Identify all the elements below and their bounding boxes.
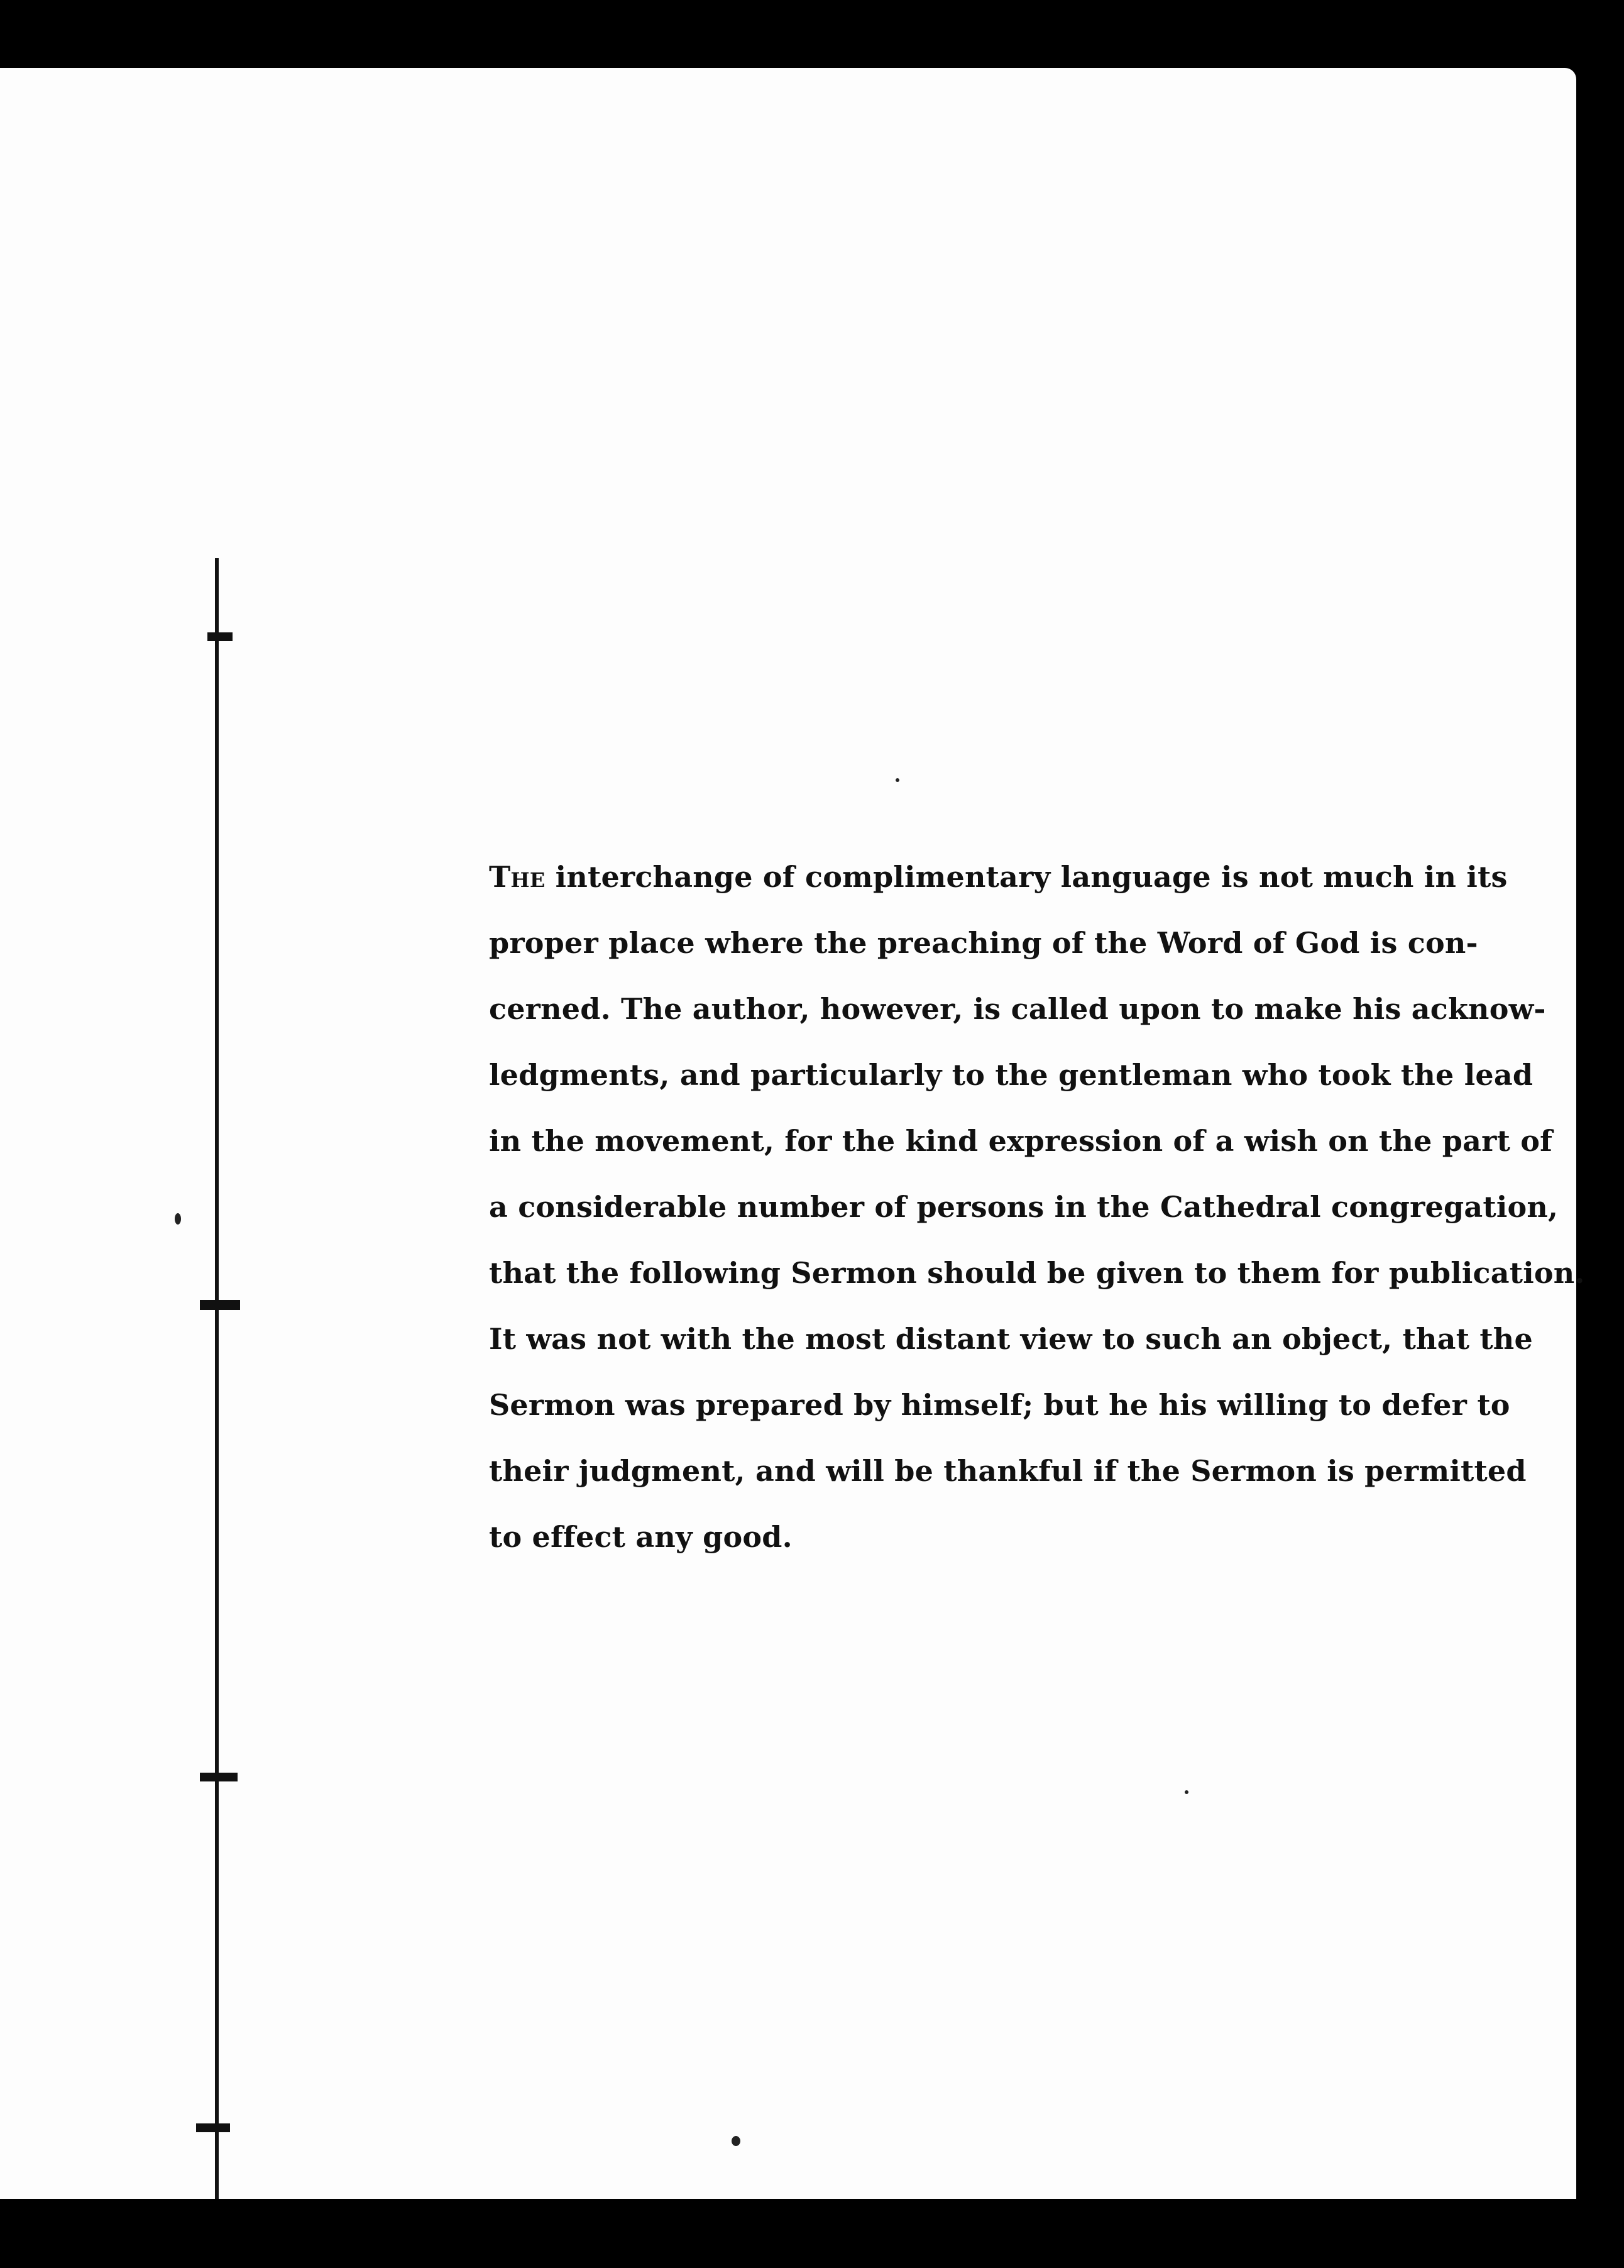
text-line: a considerable number of persons in the Cathedral congregation, (489, 1190, 1559, 1224)
text-line: that the following Sermon should be given to them for publication. (489, 1256, 1585, 1290)
text-line: in the movement, for the kind expression of a wish on the part of (489, 1124, 1553, 1158)
scan-speck (175, 1213, 181, 1225)
text-line: It was not with the most distant view to such an object, that the (489, 1322, 1533, 1356)
text-line (489, 844, 1508, 910)
scan-speck (1185, 1790, 1188, 1794)
binding-stitch-mark (200, 1773, 238, 1781)
preface-text (489, 844, 1585, 1570)
text-line: ledgments, and particularly to the gentleman who took the lead (489, 1058, 1533, 1092)
binding-stitch-mark (207, 632, 233, 641)
binding-stitch-mark (200, 1300, 240, 1310)
scan-speck (732, 2136, 740, 2146)
text-line-content: interchange of complimentary language is not much in its (545, 860, 1508, 894)
page-sheet (0, 68, 1585, 2199)
text-line: Sermon was prepared by himself; but he his willing to defer to (489, 1388, 1510, 1422)
scan-speck (896, 778, 899, 782)
scan-border-bottom (0, 2199, 1624, 2268)
binding-stitch-mark (196, 2123, 230, 2132)
text-line: to effect any good. (489, 1520, 793, 1554)
preface-paragraph (489, 844, 1585, 1570)
text-line: cerned. The author, however, is called upon to make his acknow- (489, 992, 1546, 1026)
binding-gutter-line (215, 558, 219, 2255)
text-line: proper place where the preaching of the Word of God is con- (489, 926, 1478, 960)
text-line: their judgment, and will be thankful if the Sermon is permitted (489, 1454, 1527, 1488)
lead-word: The (489, 860, 546, 894)
